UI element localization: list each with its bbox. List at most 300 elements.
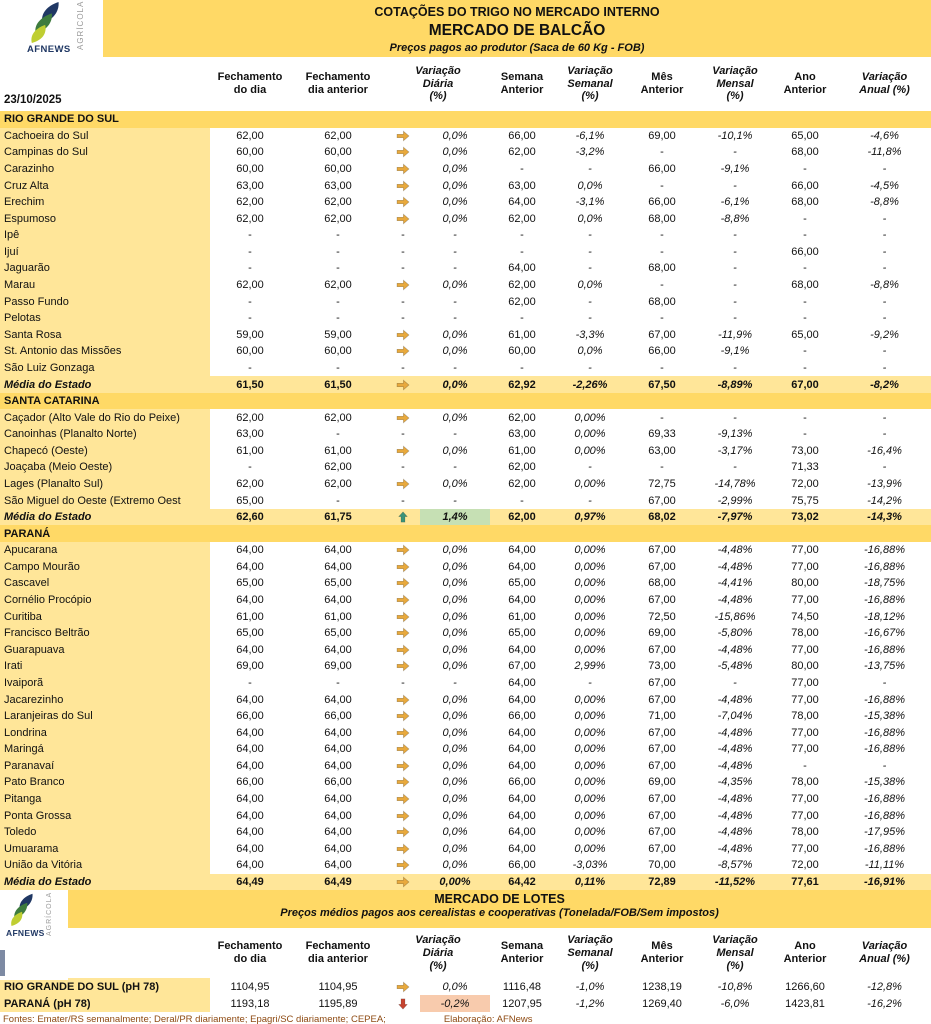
cell-semana-anterior: 63,00 bbox=[508, 428, 536, 441]
afnews-logo bbox=[0, 0, 103, 57]
cell-variacao-diaria-arrow bbox=[386, 128, 420, 145]
column-header: Fechamento dia anterior bbox=[305, 71, 371, 96]
cell-mes-anterior: - bbox=[660, 361, 664, 374]
cell-variacao-mensal: -15,86% bbox=[714, 610, 756, 623]
cell-variacao-diaria: -0,2% bbox=[420, 995, 490, 1012]
cell-ano-anterior: 80,00 bbox=[791, 660, 819, 673]
cell-ano-anterior: 71,33 bbox=[791, 461, 819, 474]
cell-variacao-mensal: - bbox=[733, 146, 737, 159]
cell-variacao-diaria: - bbox=[453, 494, 457, 507]
cell-variacao-semanal: 0,00% bbox=[574, 610, 606, 623]
cell-variacao-diaria-arrow bbox=[386, 807, 420, 824]
cell-variacao-diaria-arrow bbox=[386, 642, 420, 659]
cell-fechamento-anterior: - bbox=[336, 295, 340, 308]
cell-variacao-diaria-arrow bbox=[386, 161, 420, 178]
cell-variacao-anual: -4,6% bbox=[870, 129, 899, 142]
right-arrow-icon bbox=[396, 561, 410, 573]
cell-variacao-mensal: -9,13% bbox=[717, 428, 753, 441]
cell-ano-anterior: 77,00 bbox=[791, 544, 819, 557]
cell-variacao-semanal: -1,0% bbox=[575, 980, 605, 993]
cell-semana-anterior: 65,00 bbox=[508, 577, 536, 590]
table-row bbox=[0, 194, 931, 211]
cell-fechamento-anterior: 64,00 bbox=[324, 693, 352, 706]
cell-variacao-mensal: -2,99% bbox=[717, 494, 753, 507]
cell-semana-anterior: 66,00 bbox=[508, 776, 536, 789]
cell-variacao-diaria-arrow bbox=[386, 840, 420, 857]
cell-variacao-anual: -16,4% bbox=[867, 444, 902, 457]
lotes-section bbox=[0, 890, 931, 1024]
cell-fechamento-dia: 62,00 bbox=[236, 129, 264, 142]
cell-mes-anterior: 72,89 bbox=[648, 875, 676, 888]
cell-fechamento-dia: 64,00 bbox=[236, 809, 264, 822]
cell-variacao-anual: -8,2% bbox=[870, 378, 899, 391]
cell-variacao-anual: -11,11% bbox=[864, 859, 905, 872]
cell-fechamento-anterior: 63,00 bbox=[324, 179, 352, 192]
column-header: Semana Anterior bbox=[500, 71, 544, 96]
cell-variacao-diaria-arrow bbox=[386, 409, 420, 426]
cell-fechamento-anterior: 65,00 bbox=[324, 577, 352, 590]
cell-ano-anterior: 74,50 bbox=[791, 610, 819, 623]
right-arrow-icon bbox=[396, 727, 410, 739]
right-arrow-icon bbox=[396, 329, 410, 341]
cell-mes-anterior: 72,50 bbox=[648, 610, 676, 623]
cell-variacao-mensal: -5,48% bbox=[717, 660, 753, 673]
cell-variacao-anual: - bbox=[882, 245, 887, 258]
cell-fechamento-dia: 61,00 bbox=[236, 610, 264, 623]
cell-mes-anterior: 67,00 bbox=[648, 826, 676, 839]
cell-ano-anterior: 78,00 bbox=[791, 776, 819, 789]
cell-variacao-mensal: - bbox=[733, 676, 737, 689]
cell-fechamento-dia: - bbox=[248, 245, 252, 258]
cell-variacao-mensal: -4,48% bbox=[717, 726, 753, 739]
cell-variacao-semanal: 0,00% bbox=[574, 693, 606, 706]
cell-variacao-anual: -16,88% bbox=[864, 544, 905, 557]
cell-mes-anterior: 67,50 bbox=[648, 378, 676, 391]
cell-fechamento-dia: 63,00 bbox=[236, 179, 264, 192]
cell-variacao-semanal: 0,00% bbox=[574, 428, 606, 441]
cell-variacao-anual: -16,88% bbox=[864, 842, 905, 855]
table-row bbox=[0, 443, 931, 460]
cell-variacao-mensal: -4,48% bbox=[717, 743, 753, 756]
cell-variacao-semanal: 0,0% bbox=[577, 212, 603, 225]
cell-variacao-diaria-arrow: - bbox=[401, 262, 405, 275]
cell-fechamento-dia: 64,00 bbox=[236, 594, 264, 607]
row-label: Cruz Alta bbox=[0, 177, 210, 194]
cell-semana-anterior: 62,92 bbox=[508, 378, 536, 391]
right-arrow-icon bbox=[396, 577, 410, 589]
cell-fechamento-anterior: - bbox=[336, 262, 340, 275]
column-header: Mês Anterior bbox=[640, 71, 684, 96]
section-header: RIO GRANDE DO SUL bbox=[0, 111, 931, 128]
cell-fechamento-dia: 66,00 bbox=[236, 776, 264, 789]
cell-fechamento-dia: 64,00 bbox=[236, 859, 264, 872]
table-row bbox=[0, 978, 931, 995]
table-row bbox=[0, 476, 931, 493]
cell-variacao-mensal: - bbox=[733, 411, 737, 424]
table-row bbox=[0, 128, 931, 145]
cell-fechamento-anterior: 69,00 bbox=[324, 660, 352, 673]
cell-variacao-diaria: 0,0% bbox=[442, 809, 468, 822]
row-label: Pato Branco bbox=[0, 774, 210, 791]
cell-variacao-semanal: 0,00% bbox=[574, 544, 606, 557]
cell-semana-anterior: 62,00 bbox=[508, 461, 536, 474]
cell-mes-anterior: - bbox=[660, 279, 664, 292]
row-label: Laranjeiras do Sul bbox=[0, 708, 210, 725]
cell-variacao-semanal: 0,00% bbox=[574, 743, 606, 756]
cell-variacao-semanal: - bbox=[588, 295, 592, 308]
row-label: Pitanga bbox=[0, 791, 210, 808]
cell-mes-anterior: 1238,19 bbox=[642, 980, 682, 993]
cell-variacao-diaria-arrow: - bbox=[401, 461, 405, 474]
right-arrow-icon bbox=[396, 279, 410, 291]
cell-variacao-diaria: 0,0% bbox=[442, 444, 468, 457]
cell-mes-anterior: - bbox=[660, 411, 664, 424]
table-row bbox=[0, 691, 931, 708]
cell-variacao-semanal: 0,00% bbox=[574, 726, 606, 739]
cell-variacao-diaria-arrow bbox=[386, 857, 420, 874]
cell-mes-anterior: 66,00 bbox=[648, 196, 676, 209]
cell-fechamento-anterior: 61,50 bbox=[324, 378, 352, 391]
table-row bbox=[0, 791, 931, 808]
cell-ano-anterior: 77,00 bbox=[791, 792, 819, 805]
cell-variacao-diaria: 1,4% bbox=[420, 509, 490, 526]
cell-variacao-mensal: -3,17% bbox=[717, 444, 753, 457]
cell-mes-anterior: - bbox=[660, 461, 664, 474]
cell-variacao-diaria-arrow bbox=[386, 194, 420, 211]
cell-variacao-anual: -16,91% bbox=[864, 875, 905, 888]
cell-variacao-mensal: -6,0% bbox=[720, 997, 750, 1010]
right-arrow-icon bbox=[396, 611, 410, 623]
cell-fechamento-anterior: 62,00 bbox=[324, 129, 352, 142]
table-row bbox=[0, 658, 931, 675]
cell-variacao-mensal: -9,1% bbox=[720, 345, 750, 358]
cell-ano-anterior: 1266,60 bbox=[785, 980, 825, 993]
cell-fechamento-anterior: 1195,89 bbox=[318, 997, 358, 1010]
cell-mes-anterior: 67,00 bbox=[648, 792, 676, 805]
cell-variacao-diaria: 0,0% bbox=[442, 759, 468, 772]
cell-variacao-diaria-arrow: - bbox=[401, 229, 405, 242]
logo-brand-text: AFNEWS bbox=[6, 928, 45, 939]
table-row bbox=[0, 625, 931, 642]
cell-variacao-mensal: -4,48% bbox=[717, 759, 753, 772]
cell-variacao-diaria: 0,0% bbox=[442, 560, 468, 573]
cell-ano-anterior: 67,00 bbox=[791, 378, 819, 391]
cell-variacao-diaria: 0,0% bbox=[442, 776, 468, 789]
cell-variacao-diaria: 0,0% bbox=[442, 212, 468, 225]
right-arrow-icon bbox=[396, 876, 410, 888]
cell-variacao-diaria: - bbox=[453, 461, 457, 474]
cell-fechamento-anterior: 62,00 bbox=[324, 196, 352, 209]
cell-variacao-diaria-arrow bbox=[386, 327, 420, 344]
cell-ano-anterior: - bbox=[803, 361, 807, 374]
cell-ano-anterior: 73,00 bbox=[791, 444, 819, 457]
row-label: Cascavel bbox=[0, 575, 210, 592]
cell-ano-anterior: 78,00 bbox=[791, 826, 819, 839]
cell-fechamento-dia: 64,00 bbox=[236, 544, 264, 557]
cell-ano-anterior: 68,00 bbox=[791, 146, 819, 159]
right-arrow-icon bbox=[396, 660, 410, 672]
cell-fechamento-anterior: - bbox=[336, 229, 340, 242]
lotes-title: MERCADO DE LOTES bbox=[434, 892, 565, 907]
cell-fechamento-dia: 64,00 bbox=[236, 759, 264, 772]
row-label: União da Vitória bbox=[0, 857, 210, 874]
cell-ano-anterior: 77,00 bbox=[791, 676, 819, 689]
cell-variacao-anual: -16,88% bbox=[864, 594, 905, 607]
cell-variacao-semanal: - bbox=[588, 163, 592, 176]
cell-ano-anterior: - bbox=[803, 312, 807, 325]
cell-fechamento-dia: 60,00 bbox=[236, 146, 264, 159]
cell-variacao-anual: - bbox=[882, 428, 887, 441]
cell-variacao-diaria: 0,0% bbox=[442, 411, 468, 424]
cell-variacao-diaria-arrow bbox=[386, 177, 420, 194]
cell-mes-anterior: 67,00 bbox=[648, 494, 676, 507]
cell-fechamento-anterior: 60,00 bbox=[324, 146, 352, 159]
cell-variacao-diaria: 0,0% bbox=[442, 627, 468, 640]
cell-variacao-semanal: 0,00% bbox=[574, 643, 606, 656]
cell-variacao-anual: -16,2% bbox=[867, 997, 902, 1010]
column-header: Fechamento do dia bbox=[217, 71, 283, 96]
cell-variacao-diaria: 0,0% bbox=[442, 163, 468, 176]
cell-variacao-diaria: 0,0% bbox=[442, 859, 468, 872]
column-header: Variação Mensal (%) bbox=[712, 933, 758, 972]
table-row bbox=[0, 675, 931, 692]
cell-fechamento-anterior: 66,00 bbox=[324, 710, 352, 723]
cell-semana-anterior: 64,00 bbox=[508, 842, 536, 855]
cell-variacao-mensal: - bbox=[733, 361, 737, 374]
cell-variacao-mensal: - bbox=[733, 312, 737, 325]
cell-variacao-diaria: 0,0% bbox=[442, 610, 468, 623]
row-label: Lages (Planalto Sul) bbox=[0, 476, 210, 493]
cell-variacao-diaria: - bbox=[453, 312, 457, 325]
table-row bbox=[0, 807, 931, 824]
cell-fechamento-dia: - bbox=[248, 676, 252, 689]
row-label: Média do Estado bbox=[4, 378, 92, 391]
right-arrow-icon bbox=[396, 445, 410, 457]
cell-fechamento-anterior: 65,00 bbox=[324, 627, 352, 640]
cell-ano-anterior: 68,00 bbox=[791, 196, 819, 209]
cell-fechamento-anterior: 62,00 bbox=[324, 411, 352, 424]
cell-mes-anterior: - bbox=[660, 229, 664, 242]
row-label: Chapecó (Oeste) bbox=[0, 443, 210, 460]
report-title: COTAÇÕES DO TRIGO NO MERCADO INTERNO bbox=[374, 5, 660, 19]
right-arrow-icon bbox=[396, 196, 410, 208]
cell-variacao-mensal: -4,35% bbox=[717, 776, 753, 789]
cell-variacao-mensal: -4,48% bbox=[717, 792, 753, 805]
cell-variacao-semanal: - bbox=[588, 312, 592, 325]
cell-variacao-semanal: 0,00% bbox=[574, 627, 606, 640]
cell-mes-anterior: 67,00 bbox=[648, 328, 676, 341]
cell-variacao-diaria: 0,0% bbox=[442, 378, 468, 391]
cell-fechamento-anterior: 64,00 bbox=[324, 594, 352, 607]
cell-variacao-diaria: - bbox=[453, 428, 457, 441]
cell-variacao-mensal: -4,48% bbox=[717, 842, 753, 855]
cell-variacao-diaria-arrow: - bbox=[401, 361, 405, 374]
cell-ano-anterior: - bbox=[803, 212, 807, 225]
cell-fechamento-anterior: 60,00 bbox=[324, 345, 352, 358]
cell-variacao-diaria-arrow bbox=[386, 708, 420, 725]
cell-mes-anterior: 67,00 bbox=[648, 726, 676, 739]
cell-fechamento-dia: 64,00 bbox=[236, 826, 264, 839]
right-arrow-icon bbox=[396, 412, 410, 424]
cell-fechamento-anterior: 61,75 bbox=[324, 511, 352, 524]
cell-fechamento-dia: - bbox=[248, 461, 252, 474]
cell-variacao-mensal: -8,89% bbox=[717, 378, 753, 391]
cell-variacao-mensal: -4,48% bbox=[717, 809, 753, 822]
cell-variacao-diaria-arrow bbox=[386, 691, 420, 708]
cell-semana-anterior: - bbox=[520, 361, 524, 374]
cell-variacao-diaria: 0,0% bbox=[442, 980, 468, 993]
table-row bbox=[0, 177, 931, 194]
cell-variacao-mensal: -8,57% bbox=[717, 859, 753, 872]
right-arrow-icon bbox=[396, 544, 410, 556]
cell-ano-anterior: 77,00 bbox=[791, 809, 819, 822]
cell-fechamento-dia: 62,60 bbox=[236, 511, 264, 524]
cell-ano-anterior: - bbox=[803, 295, 807, 308]
cell-variacao-semanal: 0,0% bbox=[577, 345, 603, 358]
cell-semana-anterior: - bbox=[520, 494, 524, 507]
cell-semana-anterior: 64,00 bbox=[508, 693, 536, 706]
afnews-logo-small bbox=[0, 890, 68, 980]
cell-fechamento-dia: 64,00 bbox=[236, 726, 264, 739]
cell-variacao-diaria-arrow: - bbox=[401, 245, 405, 258]
cell-variacao-semanal: 0,00% bbox=[574, 809, 606, 822]
cell-fechamento-dia: 61,50 bbox=[236, 378, 264, 391]
row-label: Média do Estado bbox=[4, 511, 92, 524]
cell-fechamento-dia: 62,00 bbox=[236, 411, 264, 424]
cell-mes-anterior: 67,00 bbox=[648, 643, 676, 656]
cell-fechamento-dia: 59,00 bbox=[236, 328, 264, 341]
cell-ano-anterior: - bbox=[803, 229, 807, 242]
table-row bbox=[0, 310, 931, 327]
cell-variacao-mensal: -4,48% bbox=[717, 643, 753, 656]
cell-variacao-semanal: 0,00% bbox=[574, 759, 606, 772]
cell-semana-anterior: 62,00 bbox=[508, 478, 536, 490]
cell-mes-anterior: 69,33 bbox=[648, 428, 676, 441]
cell-mes-anterior: 69,00 bbox=[648, 776, 676, 789]
cell-variacao-diaria-arrow bbox=[386, 741, 420, 758]
table-row bbox=[0, 874, 931, 891]
row-label: Paranavaí bbox=[0, 758, 210, 775]
cell-semana-anterior: 61,00 bbox=[508, 610, 536, 623]
report-date: 23/10/2025 bbox=[4, 94, 62, 107]
report-footer bbox=[0, 1012, 931, 1024]
cell-variacao-diaria: 0,0% bbox=[442, 146, 468, 159]
cell-variacao-mensal: -11,9% bbox=[717, 328, 753, 341]
cell-fechamento-dia: 62,00 bbox=[236, 279, 264, 292]
cell-fechamento-anterior: 64,00 bbox=[324, 826, 352, 839]
cell-fechamento-anterior: 62,00 bbox=[324, 212, 352, 225]
cell-variacao-semanal: 0,0% bbox=[577, 179, 603, 192]
cell-fechamento-dia: 65,00 bbox=[236, 494, 264, 507]
cell-ano-anterior: 72,00 bbox=[791, 478, 819, 490]
right-arrow-icon bbox=[396, 710, 410, 722]
cell-fechamento-anterior: 61,00 bbox=[324, 610, 352, 623]
cell-fechamento-dia: 63,00 bbox=[236, 428, 264, 441]
column-header: Fechamento dia anterior bbox=[305, 940, 371, 966]
cell-variacao-anual: -13,75% bbox=[864, 660, 905, 673]
cell-variacao-semanal: - bbox=[588, 361, 592, 374]
cell-variacao-diaria-arrow bbox=[386, 443, 420, 460]
right-arrow-icon bbox=[396, 345, 410, 357]
cell-fechamento-anterior: 64,00 bbox=[324, 759, 352, 772]
table-row bbox=[0, 244, 931, 261]
cell-mes-anterior: 67,00 bbox=[648, 809, 676, 822]
cell-variacao-mensal: - bbox=[733, 262, 737, 275]
cell-variacao-diaria-arrow bbox=[386, 210, 420, 227]
cell-fechamento-dia: - bbox=[248, 295, 252, 308]
cell-fechamento-dia: 64,00 bbox=[236, 743, 264, 756]
logo-vertical-text: AGRÍCOLA bbox=[46, 891, 53, 937]
cell-variacao-semanal: 0,00% bbox=[574, 444, 606, 457]
cell-variacao-diaria: 0,0% bbox=[442, 726, 468, 739]
report-note: Preços pagos ao produtor (Saca de 60 Kg - FOB) bbox=[389, 42, 645, 54]
cell-semana-anterior: 62,00 bbox=[508, 295, 536, 308]
table-row bbox=[0, 741, 931, 758]
cell-variacao-semanal: 0,00% bbox=[574, 594, 606, 607]
cell-fechamento-anterior: - bbox=[336, 361, 340, 374]
cell-semana-anterior: 64,00 bbox=[508, 759, 536, 772]
cell-variacao-anual: - bbox=[882, 676, 887, 689]
cell-fechamento-anterior: - bbox=[336, 312, 340, 325]
row-label: Jacarezinho bbox=[0, 691, 210, 708]
table-row bbox=[0, 724, 931, 741]
cell-variacao-semanal: -6,1% bbox=[575, 129, 605, 142]
cell-variacao-diaria: - bbox=[453, 229, 457, 242]
column-header: Variação Diária (%) bbox=[415, 64, 461, 103]
cell-variacao-semanal: 0,00% bbox=[574, 478, 606, 490]
cell-variacao-semanal: 0,11% bbox=[574, 875, 606, 888]
cell-variacao-mensal: -7,04% bbox=[717, 710, 753, 723]
report-header bbox=[0, 0, 931, 57]
right-arrow-icon bbox=[396, 594, 410, 606]
cell-variacao-anual: - bbox=[882, 312, 887, 325]
row-label: Curitiba bbox=[0, 608, 210, 625]
cell-variacao-mensal: -4,48% bbox=[717, 560, 753, 573]
table-row bbox=[0, 227, 931, 244]
right-arrow-icon bbox=[396, 776, 410, 788]
cell-ano-anterior: 66,00 bbox=[791, 179, 819, 192]
table-row bbox=[0, 277, 931, 294]
cell-ano-anterior: - bbox=[803, 411, 807, 424]
right-arrow-icon bbox=[396, 810, 410, 822]
cell-fechamento-dia: 69,00 bbox=[236, 660, 264, 673]
up-arrow-icon bbox=[397, 511, 409, 523]
cell-fechamento-dia: - bbox=[248, 262, 252, 275]
cell-mes-anterior: 68,02 bbox=[648, 511, 676, 524]
row-label: Cornélio Procópio bbox=[0, 592, 210, 609]
cell-ano-anterior: 65,00 bbox=[791, 328, 819, 341]
cell-variacao-semanal: - bbox=[588, 229, 592, 242]
cell-semana-anterior: 64,00 bbox=[508, 826, 536, 839]
cell-semana-anterior: - bbox=[520, 163, 524, 176]
cell-variacao-semanal: 0,97% bbox=[574, 511, 606, 524]
cell-semana-anterior: 1116,48 bbox=[502, 980, 542, 993]
table-row bbox=[0, 608, 931, 625]
table-row bbox=[0, 376, 931, 393]
cell-fechamento-anterior: 64,00 bbox=[324, 842, 352, 855]
cell-ano-anterior: - bbox=[803, 759, 807, 772]
cell-variacao-semanal: 0,0% bbox=[577, 279, 603, 292]
cell-variacao-diaria: 0,0% bbox=[442, 279, 468, 292]
cell-variacao-diaria: 0,0% bbox=[442, 179, 468, 192]
cell-variacao-anual: -9,2% bbox=[870, 328, 899, 341]
cell-variacao-anual: -16,88% bbox=[864, 693, 905, 706]
cell-variacao-diaria: 0,0% bbox=[442, 196, 468, 209]
cell-variacao-mensal: -4,48% bbox=[717, 693, 753, 706]
cell-variacao-anual: -16,88% bbox=[864, 560, 905, 573]
cell-fechamento-dia: 64,00 bbox=[236, 693, 264, 706]
cell-variacao-diaria-arrow bbox=[386, 542, 420, 559]
